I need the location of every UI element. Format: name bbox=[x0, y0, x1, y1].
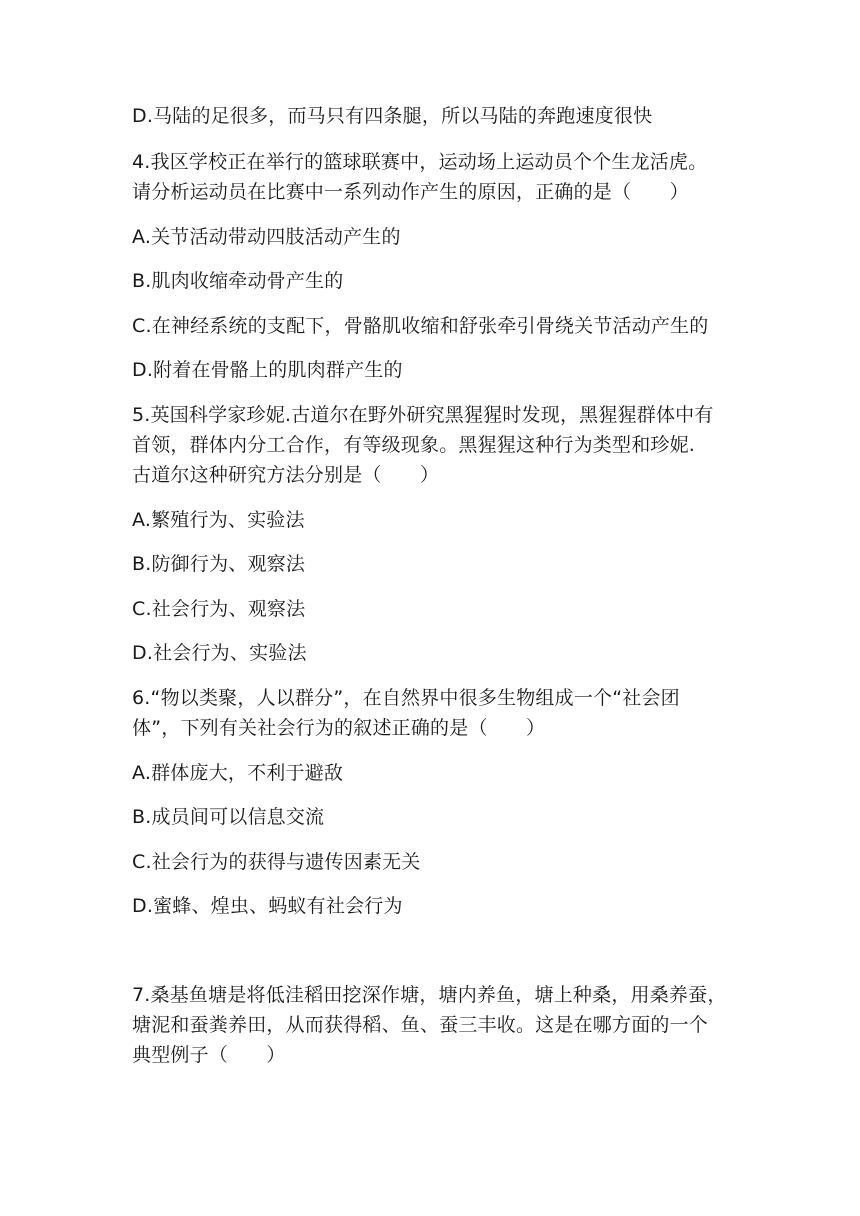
q3-option-d: D.马陆的足很多，而马只有四条腿，所以马陆的奔跑速度很快 bbox=[132, 105, 653, 127]
q4-stem-line1: 4.我区学校正在举行的篮球联赛中，运动场上运动员个个生龙活虎。 bbox=[132, 151, 708, 173]
q7-stem-line1: 7.桑基鱼塘是将低洼稻田挖深作塘，塘内养鱼，塘上种桑，用桑养蚕， bbox=[132, 984, 727, 1006]
q6-stem-line2: 体”，下列有关社会行为的叙述正确的是（ ） bbox=[132, 717, 546, 739]
q4-option-c: C.在神经系统的支配下，骨骼肌收缩和舒张牵引骨绕关节活动产生的 bbox=[132, 315, 709, 337]
q5-option-d: D.社会行为、实验法 bbox=[132, 642, 307, 664]
q4-option-a: A.关节活动带动四肢活动产生的 bbox=[132, 226, 401, 248]
q5-stem-line2: 首领，群体内分工合作，有等级现象。黑猩猩这种行为类型和珍妮. bbox=[132, 434, 696, 456]
q6-option-b: B.成员间可以信息交流 bbox=[132, 806, 325, 828]
q5-option-a: A.繁殖行为、实验法 bbox=[132, 509, 305, 531]
q5-stem-line1: 5.英国科学家珍妮.古道尔在野外研究黑猩猩时发现，黑猩猩群体中有 bbox=[132, 404, 714, 426]
q5-option-b: B.防御行为、观察法 bbox=[132, 553, 306, 575]
q5-option-c: C.社会行为、观察法 bbox=[132, 598, 306, 620]
q4-stem-line2: 请分析运动员在比赛中一系列动作产生的原因，正确的是（ ） bbox=[132, 181, 689, 203]
q7-stem-line2: 塘泥和蚕粪养田，从而获得稻、鱼、蚕三丰收。这是在哪方面的一个 bbox=[132, 1014, 709, 1036]
q7-stem-line3: 典型例子（ ） bbox=[132, 1044, 286, 1066]
q4-option-d: D.附着在骨骼上的肌肉群产生的 bbox=[132, 359, 403, 381]
q6-stem-line1: 6.“物以类聚，人以群分”，在自然界中很多生物组成一个“社会团 bbox=[132, 687, 680, 709]
q6-option-d: D.蜜蜂、煌虫、蚂蚁有社会行为 bbox=[132, 895, 403, 917]
q5-stem-line3: 古道尔这种研究方法分别是（ ） bbox=[132, 464, 440, 486]
q4-option-b: B.肌肉收缩牵动骨产生的 bbox=[132, 270, 344, 292]
q6-option-a: A.群体庞大，不利于避敌 bbox=[132, 762, 344, 784]
q6-option-c: C.社会行为的获得与遗传因素无关 bbox=[132, 851, 421, 873]
